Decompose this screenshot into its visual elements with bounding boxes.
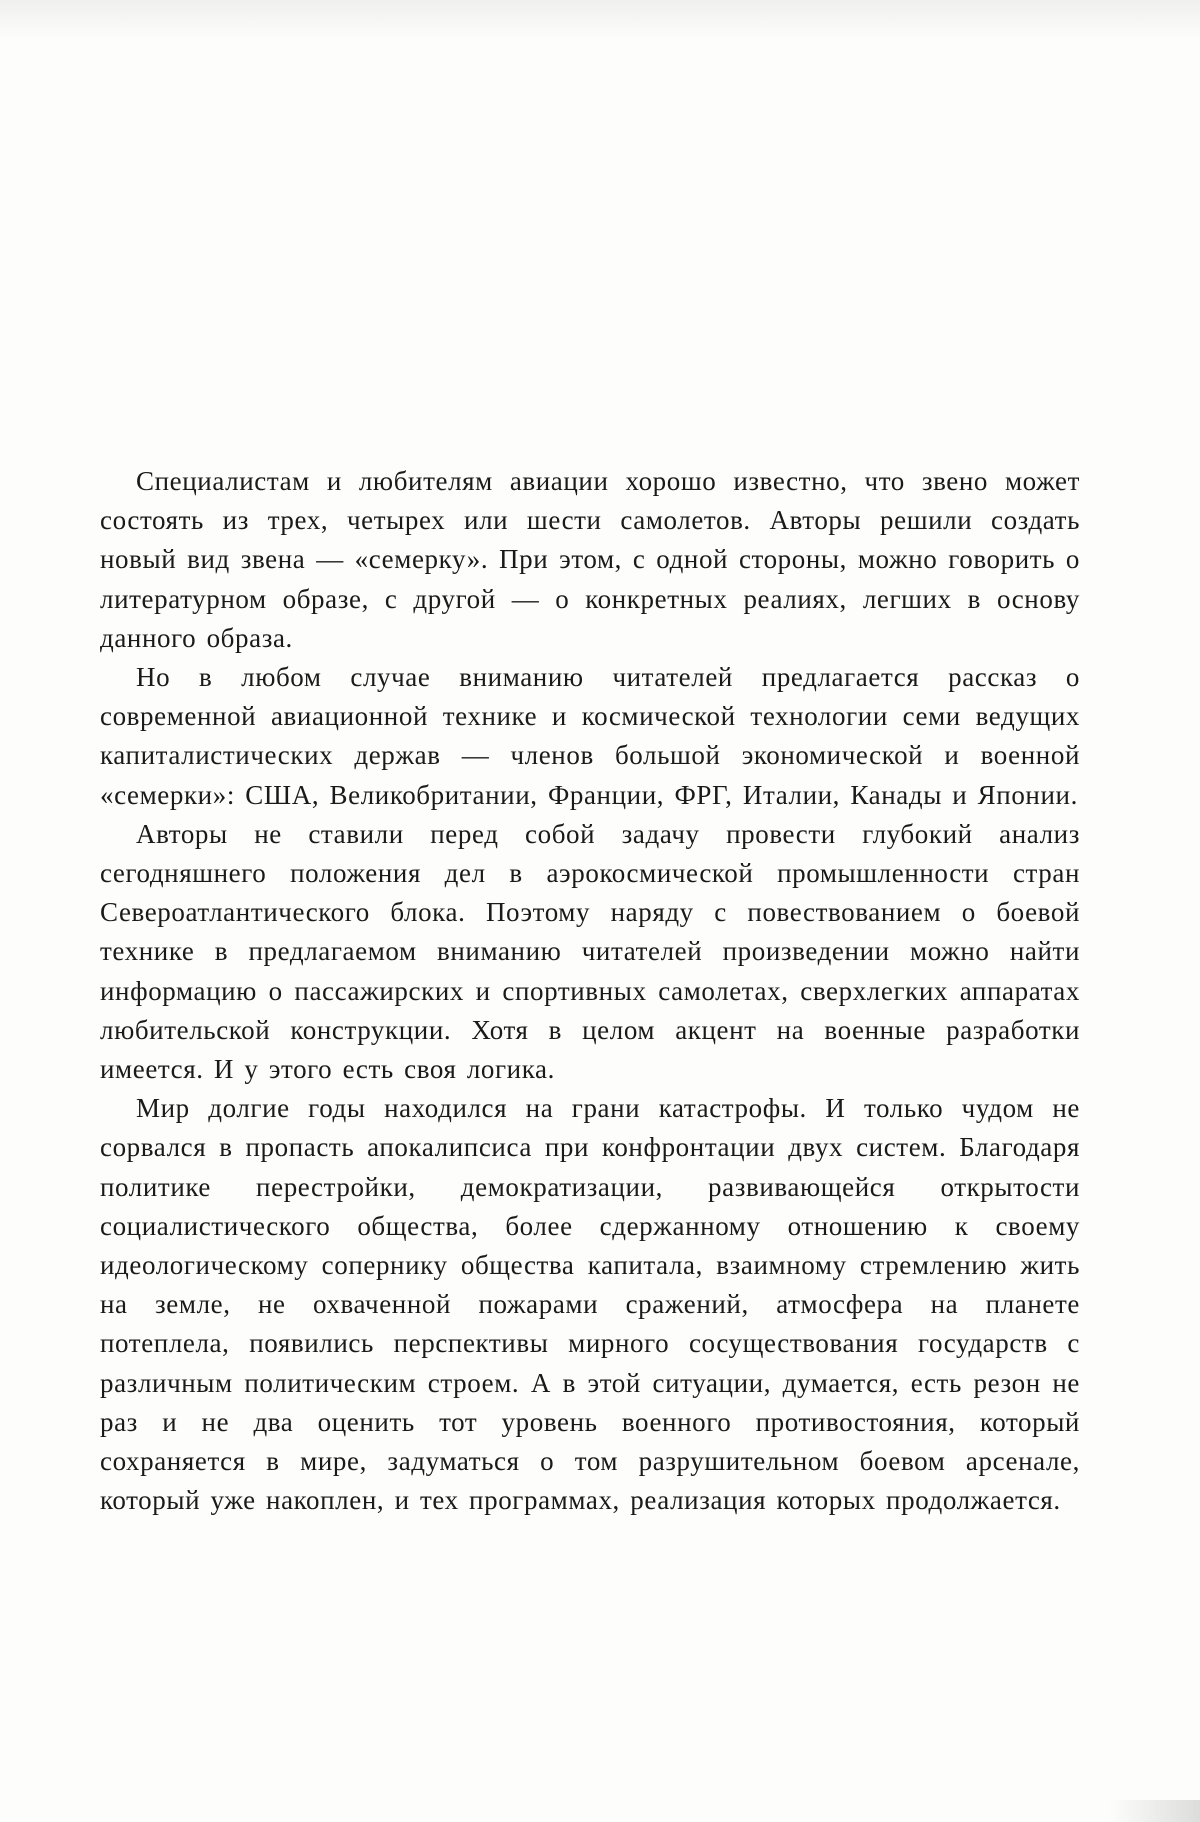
body-text (100, 462, 1080, 1520)
paragraph-1: Специалистам и любителям авиации хорошо известно, что звено может состоять из трех, четырех или шести самолетов. Авторы решили создать новый вид звена — «семерку». При этом, с одной стороны, можно говорить о литературном образе, с другой — о конкретных реалиях, легших в основу данного образа. (100, 466, 1080, 653)
scan-smudge (1110, 1800, 1200, 1822)
paragraph-2: Но в любом случае вниманию читателей предлагается рассказ о современной авиационной технике и космической технологии семи ведущих капиталистических держав — членов большой экономической и военной «семерки»: США, Великобритании, Франции, ФРГ, Италии, Канады и Японии. (100, 662, 1080, 810)
scan-shadow (0, 0, 1200, 40)
paragraph-4: Мир долгие годы находился на грани катастрофы. И только чудом не сорвался в пропасть апокалипсиса при конфронтации двух систем. Благодаря политике перестройки, демократизации, развивающейся открытости социалистического общества, более сдержанному отношению к своему идеологическому сопернику общества капитала, взаимному стремлению жить на земле, не охваченной пожарами сражений, атмосфера на планете потеплела, появились перспективы мирного сосуществования государств с различным политическим строем. А в этой ситуации, думается, есть резон не раз и не два оценить тот уровень военного противостояния, который сохраняется в мире, задуматься о том разрушительном боевом арсенале, который уже накоплен, и тех программах, реализация которых продолжается. (100, 1093, 1080, 1516)
paragraph-3: Авторы не ставили перед собой задачу провести глубокий анализ сегодняшнего положения дел в аэрокосмической промышленности стран Североатлантического блока. Поэтому наряду с повествованием о боевой технике в предлагаемом вниманию читателей произведении можно найти информацию о пассажирских и спортивных самолетах, сверхлегких аппаратах любительской конструкции. Хотя в целом акцент на военные разработки имеется. И у этого есть своя логика. (100, 818, 1080, 1085)
